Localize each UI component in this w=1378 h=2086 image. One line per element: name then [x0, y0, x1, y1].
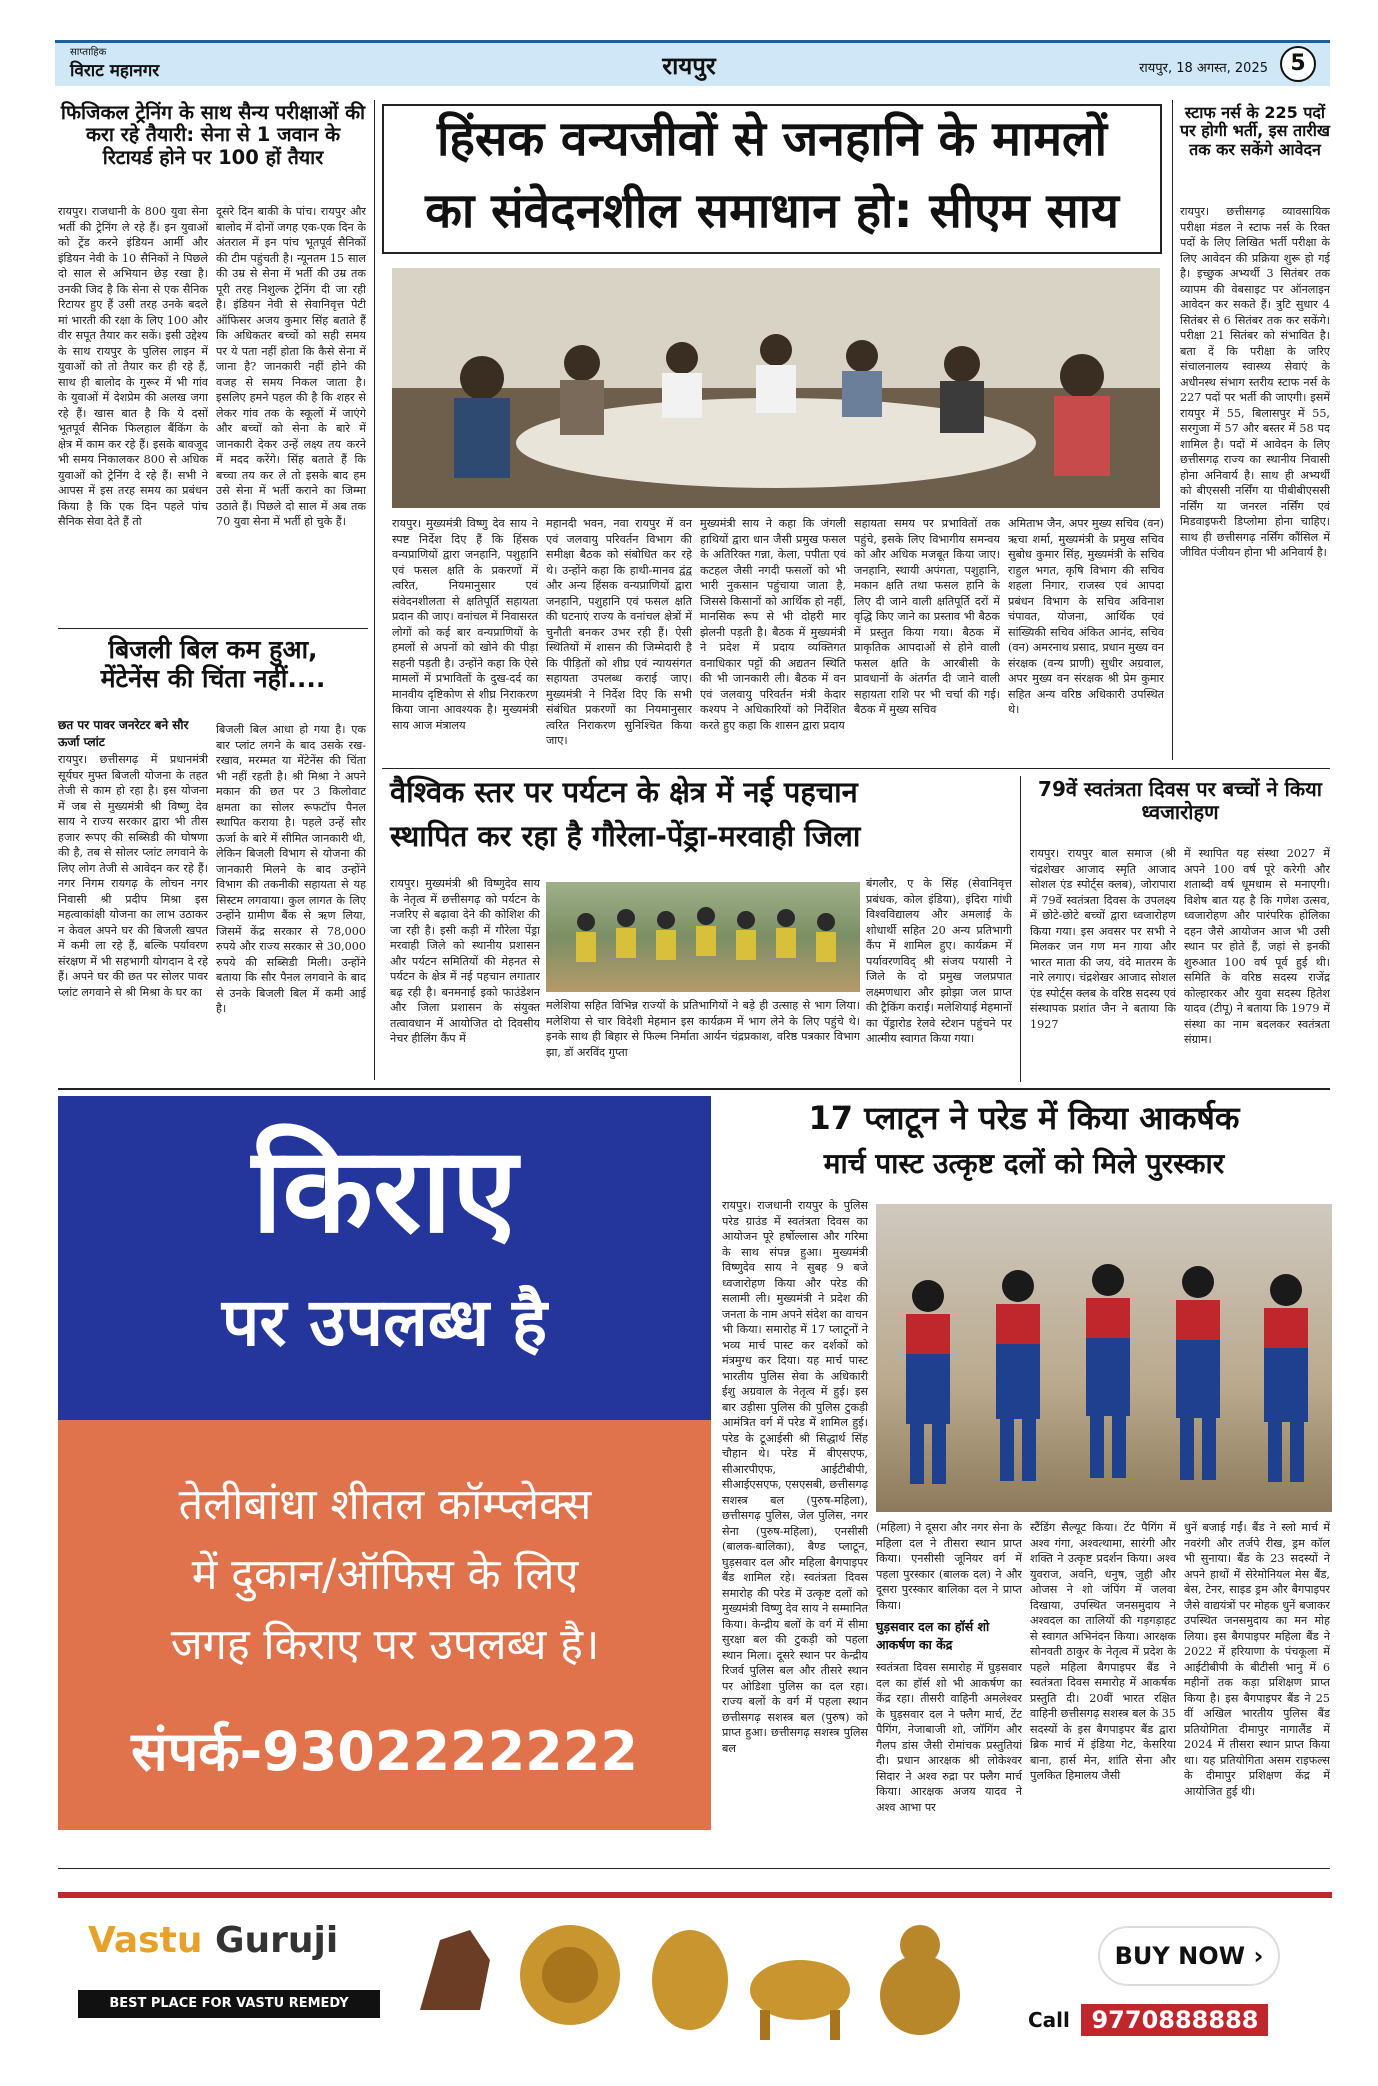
- sun-plate-icon: [520, 1925, 620, 2025]
- nurse-col: रायपुर। छत्तीसगढ़ व्यावसायिक परीक्षा मंडल ने स्टाफ नर्स के रिक्त पदों के लिए लिखित भर्ती परीक्षा के लिए आवेदन की प्रक्रिया शुरू हो गई है। इच्छुक अभ्यर्थी 3 सितंबर तक व्यापम की वेबसाइट पर ऑनलाइन आवेदन कर सकते हैं। त्रुटि सुधार 4 सितंबर से 6 सितंबर तक कर सकेंगे। परीक्षा 21 सितंबर को संभावित है। बता दें कि परीक्षा के जरिए संचालनालय स्वास्थ्य सेवाएं के अधीनस्थ संभाग स्तरीय स्टाफ नर्स के 227 पदों पर भर्ती की जाएगी। इसमें रायपुर में 55, बिलासपुर में 55, सरगुजा में 57 और बस्तर में 58 पद शामिल है। पदों में आवेदन के लिए छत्तीसगढ़ राज्य का स्थानीय निवासी होना अनिवार्य है। साथ ही अभ्यर्थी को बीएससी नर्सिंग या पीबीबीएससी नर्सिंग या जनरल नर्सिंग एवं मिडवाइफरी डिप्लोमा होना चाहिए। साथ ही छत्तीसगढ़ नर्सिंग कौंसिल में जीवित पंजीयन होना भी अनिवार्य है।: [1180, 205, 1330, 559]
- cm-meeting-photo: [392, 268, 1160, 508]
- training-col-2: दूसरे दिन बाकी के पांच। रायपुर और बालोद में दोनों जगह एक-एक दिन के अंतराल में इन पांच भूतपूर्व सैनिकों की टीम पहुंचती है। न्यूनतम 15 साल की उम्र से सेना में भर्ती की उम्र तक पूरी तरह निशुल्क ट्रेनिंग दी जा रही है। इंडियन नेवी से सेवानिवृत्त पेटी ऑफिसर अजय कुमार सिंह बताते हैं कि अधिकतर बच्चों को सही समय पर ये पता नहीं होता कि कैसे सेना में जाना है? जानकारी नहीं होने की वजह से समय निकल जाता है। इसलिए हमने पहल की है कि शहर से लेकर गांव तक के स्कूलों में जाएंगे और बच्चों को सेना के बारे में जानकारी देकर उन्हें लक्ष्य तय करने में मदद करेंगे। सिंह बताते हैं कि बच्चा तय कर ले तो इसके बाद हम उसे सेना में भर्ती कराने का जिम्मा उठाते हैं। पिछले दो साल में अब तक 70 युवा सेना में भर्ती हो चुके हैं।: [216, 205, 366, 528]
- column-rule: [1020, 776, 1021, 1082]
- buddha-idol-icon: [880, 1925, 960, 2035]
- chevron-right-icon: ›: [1253, 1942, 1264, 1970]
- cm-col-3: मुख्यमंत्री साय ने कहा कि जंगली हाथियों द्वारा धान जैसी प्रमुख फसल के अतिरिक्त गन्ना, केला, पपीता एवं कटहल जैसी नगदी फसलों को भी भारी नुकसान पहुंचाया जाता है, जिससे किसानों को आर्थिक हो नहीं, मानसिक रूप से भी दोहरी मार झेलनी पड़ती है। बैठक में मुख्यमंत्री ने प्रदेश में प्रदाय व्यक्तिगत वनाधिकार पट्टों की अद्यतन स्थिति की भी जानकारी ली। बैठक में वन एवं जलवायु परिवर्तन मंत्री केदार कश्यप ने अधिकारियों को निर्देशित करते हुए कहा कि शासन द्वारा प्रदाय: [700, 517, 846, 732]
- parade-photo: [876, 1204, 1332, 1512]
- nurse-headline: स्टाफ नर्स के 225 पदों पर होगी भर्ती, इस तारीख तक कर सकेंगे आवेदन: [1180, 103, 1331, 159]
- bijli-col-2: बिजली बिल आधा हो गया है। एक बार प्लांट लगने के बाद उसके रख-रखाव, मरम्मत या मेंटेनेंस की चिंता भी नहीं रहती है। श्री मिश्रा ने अपने मकान की छत पर 3 किलोवाट क्षमता का सोलर रूफटॉप पैनल स्थापित कराया है। पहले उन्हें सौर ऊर्जा के बारे में सीमित जानकारी थी, लेकिन बिजली विभाग से योजना की जानकारी मिलने के बाद उन्होंने विभाग की तकनीकी सहायता से यह सिस्टम लगवाया। कुल लागत के लिए उन्होंने ग्रामीण बैंक से ऋण लिया, जिसमें केंद्र सरकार से 78,000 रुपये और राज्य सरकार से 30,000 रुपये की सब्सिडी मिली। उन्होंने बताया कि सौर पैनल लगवाने के बाद से उनके बिजली बिल में कमी आई है।: [216, 723, 366, 1015]
- cm-col-2: महानदी भवन, नवा रायपुर में वन एवं जलवायु परिवर्तन विभाग की समीक्षा बैठक को संबोधित कर रहे थे। उन्होंने कहा कि हाथी-मानव द्वंद्व और अन्य हिंसक वन्यप्राणियों द्वारा जनहानि, पशुहानि एवं फसल क्षति की घटनाएं राज्य के वनांचल क्षेत्रों में चुनौती बनकर उभर रही हैं। ऐसी स्थितियों में शासन की जिम्मेदारी है कि पीड़ितों को शीघ्र एवं न्यायसंगत सहायता उपलब्ध कराई जाए। मुख्यमंत्री ने निर्देश दिए कि सभी संबंधित प्रकरणों का नियमानुसार त्वरित निराकरण सुनिश्चित किया जाए।: [546, 517, 692, 747]
- flag-headline: 79वें स्वतंत्रता दिवस पर बच्चों ने किया ध्वजारोहण: [1038, 777, 1322, 824]
- divider: [58, 628, 368, 629]
- parade-photo-art: [876, 1204, 1332, 1512]
- parade-headline-1: 17 प्लाटून ने परेड में किया आकर्षक: [808, 1099, 1240, 1137]
- column-rule: [1172, 100, 1173, 760]
- ad-rent-word: किराए: [251, 1121, 518, 1259]
- meeting-photo-art: [392, 268, 1160, 508]
- divider: [58, 1868, 1330, 1869]
- flag-col-2: में स्थापित यह संस्था 2027 में अपने 100 वर्ष पूरे करेगी और शताब्दी वर्ष धूमधाम से मनाएगी। विशेष बात यह है कि गणेश उत्सव, ध्वजारोहण और पारंपरिक होलिका दहन जैसे आयोजन आज भी उसी स्थान पर होते हैं, जहां से इनकी शुरुआत 100 वर्ष पूर्व हुई थी। समिति के वरिष्ठ सदस्य राजेंद्र कोल्हारकर और युवा सदस्य हितेश यादव (टीपू) ने बताया कि 1979 में संस्था का नाम बदलकर स्वतंत्रता संग्राम।: [1184, 847, 1330, 1046]
- tourism-group-photo: [546, 882, 860, 992]
- vastu-tagline: BEST PLACE FOR VASTU REMEDY: [78, 1990, 380, 2018]
- cm-col-5: अमिताभ जैन, अपर मुख्य सचिव (वन) ऋचा शर्मा, मुख्यमंत्री के प्रमुख सचिव सुबोध कुमार सिंह, मुख्यमंत्री के सचिव राहुल भगत, कृषि विभाग की सचिव शहला निगार, राजस्व एवं आपदा प्रबंधन विभाग के सचिव अविनाश चंपावत, योजना, आर्थिक एवं सांख्यिकी सचिव अंकित आनंद, सचिव (वन) अमरनाथ प्रसाद, प्रधान मुख्य वन संरक्षक (वन्य प्राणी) सुधीर अग्रवाल, अपर मुख्य वन संरक्षक श्री प्रेम कुमार सहित अन्य वरिष्ठ अधिकारी उपस्थित थे।: [1008, 517, 1164, 716]
- ganesh-idol-icon: [652, 1930, 728, 2030]
- parade-subhead-horse: घुड़सवार दल का हॉर्स शो आकर्षण का केंद्र: [876, 1619, 990, 1652]
- vastu-products: [400, 1900, 1100, 2050]
- horse-statue-icon: [420, 1930, 490, 2010]
- parade-col-4: धुनें बजाई गईं। बैंड ने स्लो मार्च में नवरंगी और तर्जपे रीख, ड्रम कॉल भी सुनाया। बैंड के 23 सदस्यों ने अपने हाथों में सेरेमोनियल मेस बैंड, बेस, टेनर, साइड ड्रम और बैगपाइपर जैसे वाद्ययंत्रों पर मोहक धुनें बजाकर उपस्थित जनसमुदाय का मन मोह लिया। इस बैगपाइपर महिला बैंड ने 2022 में हरियाणा के पंचकूला में आईटीबीपी के बीटीसी भानु में 6 महीनों तक कड़ा प्रशिक्षण प्राप्त किया है। इस बैगपाइपर बैंड ने 25 वीं अखिल भारतीय पुलिस बैंड प्रतियोगिता दीमापुर नागालैंड में 2024 में तीसरा स्थान प्राप्त किया था। यह प्रतियोगिता असम राइफल्स के दीमापुर प्रशिक्षण केंद्र में आयोजित हुई थी।: [1184, 1521, 1330, 1798]
- parade-col-2: (महिला) ने दूसरा और नगर सेना के महिला दल ने तीसरा स्थान प्राप्त किया। एनसीसी जूनियर वर्ग में पहला पुरस्कार (बालक दल) ने और दूसरा पुरस्कार बालिका दल ने प्राप्त किया।: [876, 1521, 1022, 1612]
- parade-col-2b: स्वतंत्रता दिवस समारोह में घुड़सवार दल का हॉर्स शो भी आकर्षण का केंद्र रहा। तीसरी वाहिनी अमलेश्वर के घुड़सवार दल ने फ्लैग मार्च, टेंट पैगिंग, नेजाबाजी शो, जॉगिंग और गैलप डांस जैसी रोमांचक प्रस्तुतियां दी। प्रधान आरक्षक श्री लोकेश्वर सिदार ने अश्व रुद्रा पर फ्लैग मार्च किया। आरक्षक अजय यादव ने अश्व आभा पर: [876, 1661, 1022, 1814]
- tourism-headline-2: स्थापित कर रहा है गौरेला-पेंड्रा-मरवाही जिला: [390, 819, 861, 853]
- tourism-col-1: रायपुर। मुख्यमंत्री श्री विष्णुदेव साय के नेतृत्व में छत्तीसगढ़ को पर्यटन के नजरिए से बढ़ावा देने की कोशिश की जा रही है। इसी कड़ी में गौरेला पेंड्रा मरवाही जिले को स्थानीय प्रशासन और पर्यटन समितियों की मेहनत से पर्यटन के क्षेत्र में नई पहचान लगातार बढ़ रही है। बनमनाई इको फाउंडेशन और जिला प्रशासन के संयुक्त तत्वावधान में आयोजित दो दिवसीय नेचर हीलिंग कैंप में: [390, 877, 540, 1045]
- cm-col-4: सहायता समय पर प्रभावितों तक पहुंचे, इसके लिए विभागीय समन्वय को और अधिक मजबूत किया जाए। जनहानि, स्थायी अपंगता, पशुहानि, मकान क्षति तथा फसल हानि के लिए दी जाने वाली क्षतिपूर्ति दरों में वृद्धि किए जाने का प्रस्ताव भी बैठक में प्रस्तुत किया गया। बैठक में प्राकृतिक आपदाओं से होने वाली फसल क्षति के आरबीसी के प्रावधानों के अंतर्गत दी जाने वाली सहायता राशि पर भी चर्चा की गई। बैठक में मुख्य सचिव: [854, 517, 1000, 716]
- cm-headline-2: का संवेदनशील समाधान हो: सीएम साय: [425, 183, 1119, 239]
- parade-headline-2: मार्च पास्ट उत्कृष्ट दलों को मिले पुरस्कार: [823, 1147, 1225, 1180]
- bijli-col-1: रायपुर। छत्तीसगढ़ में प्रधानमंत्री सूर्यघर मुफ्त बिजली योजना के तहत तेजी से काम हो रहा है। इस योजना में जब से मुख्यमंत्री श्री विष्णु देव साय ने राज्य सरकार द्वारा भी तीस हजार रूपए की सब्सिडी की घोषणा की है, तब से सोलर प्लांट लगवाने के लिए लोग तेजी से आवेदन कर रहे हैं। नगर निगम रायगढ़ के लोचन नगर निवासी श्री प्रदीप मिश्रा इस महत्वाकांक्षी योजना का लाभ उठाकर न केवल अपने घर की बिजली खपत में कमी ला रहे हैं, बल्कि पर्यावरण संरक्षण में भी सहभागी योगदान दे रहे हैं। अपने घर की छत पर सोलर पावर प्लांट लगवाने से श्री मिश्रा के घर का: [58, 753, 208, 999]
- ad-rent-line2: पर उपलब्ध है: [221, 1284, 548, 1361]
- tourism-col-3: बंगलौर, ए के सिंह (सेवानिवृत्त प्रबंधक, कोल इंडिया), इंदिरा गांधी विश्वविद्यालय और अमलाई के शोधार्थी सहित 20 अन्य प्रतिभागी कैंप में शामिल हुए। कार्यक्रम में पर्यावरणविद् श्री संजय पयासी ने जिले के दो प्रमुख जलप्रपात लक्ष्मणधारा और झोझा जल प्राप्त की ट्रैकिंग कराई। मलेशियाई मेहमानों का पेंड्रारोड रेलवे स्टेशन पहुंचने पर आत्मीय स्वागत किया गया।: [866, 877, 1012, 1045]
- page-number: 5: [1280, 46, 1316, 82]
- ad-rent-phone: संपर्क-9302222222: [131, 1720, 638, 1783]
- tourism-headline-1: वैश्विक स्तर पर पर्यटन के क्षेत्र में नई पहचान: [390, 775, 858, 809]
- elephant-statue-icon: [750, 1960, 850, 2040]
- bijli-headline: बिजली बिल कम हुआ, मेंटेनेंस की चिंता नहीं....: [100, 635, 326, 693]
- tourism-col-2: मलेशिया सहित विभिन्न राज्यों के प्रतिभागियों ने बड़े ही उत्साह से भाग लिया। मलेशिया से चार विदेशी मेहमान इस कार्यक्रम में भाग लेने के लिए पहुंचे थे। इनके साथ ही बिहार से फिल्म निर्माता आर्यन चंद्रप्रकाश, वरिष्ठ पत्रकार विभाग झा, डॉ अरविंद गुप्ता: [546, 999, 860, 1059]
- section-city: रायपुर: [662, 52, 716, 80]
- vastu-brand: Vastu Guruji: [88, 1920, 339, 1961]
- ad-rent-text: तेलीबांधा शीतल कॉम्प्लेक्स में दुकान/ऑफिस के लिए जगह किराए पर उपलब्ध है।: [170, 1480, 600, 1670]
- training-col-1: रायपुर। राजधानी के 800 युवा सेना भर्ती की ट्रेनिंग ले रहे हैं। इन युवाओं को ट्रेंड करने इंडियन आर्मी और इंडियन नेवी के 10 सैनिकों ने पिछले दो साल से अभियान छेड़ रखा है। उनकी जिद है कि सेना से एक सैनिक रिटायर हुए हैं उसी तरह उनके बदले मां भारती की रक्षा के लिए 100 और वीर सपूत तैयार कर सकें। इसी उद्देश्य के साथ रायपुर के पुलिस लाइन में युवाओं को तो तैयार कर ही रहे हैं, साथ ही बालोद के गुरूर में भी गांव के युवाओं में देशप्रेम की अलख जगा रहे हैं। खास बात है कि ये दसों भूतपूर्व सैनिक फिलहाल बैंकिंग के क्षेत्र में काम कर रहे हैं। इसके बावजूद भी समय निकालकर 800 से अधिक युवाओं को ट्रेनिंग दे रहे हैं। सभी ने आपस में इस तरह समय का प्रबंधन किया है कि एक दिन पहले पांच सैनिक सेवा देते हैं तो: [58, 205, 208, 528]
- vastu-buy-now-button[interactable]: BUY NOW ›: [1098, 1926, 1280, 1986]
- group-photo-art: [546, 882, 860, 992]
- paper-name: साप्ताहिक विराट महानगर: [70, 47, 160, 81]
- cm-col-1: रायपुर। मुख्यमंत्री विष्णु देव साय ने स्पष्ट निर्देश दिए हैं कि हिंसक वन्यप्राणियों द्वारा जनहानि, पशुहानि एवं फसल क्षति के प्रकरणों में त्वरित, नियमानुसार एवं संवेदनशीलता से क्षतिपूर्ति सहायता प्रदान की जाए। वनांचल में निवासरत लोगों को कई बार वन्यप्राणियों के हमलों से अपनों को खोने की पीड़ा सहनी पड़ती है। उन्होंने कहा कि ऐसे मामलों में प्रभावितों के दुख-दर्द का मानवीय दृष्टिकोण से शीघ्र निराकरण किया जाना आवश्यक है। मुख्यमंत्री साय आज मंत्रालय: [392, 517, 538, 732]
- training-headline: फिजिकल ट्रेनिंग के साथ सैन्य परीक्षाओं की करा रहे तैयारी: सेना से 1 जवान के रिटायर्ड होने पर 100 हों तैयार: [60, 101, 366, 169]
- divider: [382, 768, 1330, 769]
- bijli-subhead: छत पर पावर जनरेटर बने सौर ऊर्जा प्लांट: [58, 718, 189, 749]
- flag-col-1: रायपुर। रायपुर बाल समाज (श्री चंद्रशेखर आजाद स्मृति आजाद सोशल एंड स्पोर्ट्स क्लब), जोरापारा में 79वें स्वतंत्रता दिवस के उपलक्ष्य में छोटे-छोटे बच्चों द्वारा ध्वजारोहण किया गया। इस अवसर पर सभी ने मिलकर जन गण मन गाया और भारत माता की जय, वंदे मातरम के नारे लगाए। चंद्रशेखर आजाद सोशल एंड स्पोर्ट्स क्लब के वरिष्ठ सदस्य एवं संस्थापक प्रशांत जैन ने बताया कि 1927: [1030, 847, 1176, 1031]
- column-rule: [374, 100, 375, 1080]
- parade-col-1: रायपुर। राजधानी रायपुर के पुलिस परेड ग्राउंड में स्वतंत्रता दिवस का आयोजन पूरे हर्षोल्लास और गरिमा के साथ संपन्न हुआ। मुख्यमंत्री विष्णुदेव साय ने सुबह 9 बजे ध्वजारोहण किया और परेड की सलामी ली। मुख्यमंत्री ने प्रदेश की जनता के नाम अपने संदेश का वाचन भी किया। समारोह में 17 प्लाटूनों ने भव्य मार्च पास्ट कर दर्शकों को मंत्रमुग्ध कर दिया। यह मार्च पास्ट भारतीय पुलिस सेवा के अधिकारी ईशु अग्रवाल के नेतृत्व में हुई। इस बार उड़ीसा पुलिस की पुलिस टुकड़ी आमंत्रित वर्ग में परेड में शामिल हुई। परेड के टूआईसी श्री सिद्धार्थ सिंह चौहान थे। परेड में बीएसएफ, सीआरपीएफ, आईटीबीपी, सीआईएसएफ, एसएसबी, छत्तीसगढ़ सशस्त्र बल (पुरुष-महिला), छत्तीसगढ़ पुलिस, जेल पुलिस, नगर सेना (पुरुष-महिला), एनसीसी (बालक-बालिका), बैण्ड प्लाटून, घुड़सवार दल और महिला बैगपाइपर बैंड शामिल रहे। स्वतंत्रता दिवस समारोह की परेड में उत्कृष्ट दलों को मुख्यमंत्री विष्णु देव साय ने सम्मानित किया। केन्द्रीय बलों के वर्ग में सीमा सुरक्षा बल की टुकड़ी को पहला स्थान मिला। दूसरे स्थान पर केन्द्रीय रिजर्व पुलिस बल और तीसरे स्थान पर ओडिशा पुलिस का दल रहा। राज्य बलों के वर्ग में पहला स्थान छत्तीसगढ़ सशस्त्र बल (पुरुष) को प्राप्त हुआ। छत्तीसगढ़ सशस्त्र पुलिस बल: [722, 1199, 868, 1755]
- cm-headline-1: हिंसक वन्यजीवों से जनहानि के मामलों: [436, 111, 1108, 167]
- parade-col-3: स्टैंडिंग सैल्यूट किया। टेंट पैगिंग में अश्व गंगा, अश्वत्थामा, सारंगी और शक्ति ने उत्कृष्ट प्रदर्शन किया। अश्व युवराज, अवनि, धनुष, जुही और ओजस ने शो जंपिंग में जलवा दिखाया, उपस्थित जनसमुदाय ने अश्वदल का तालियों की गड़गड़ाहट से स्वागत अभिनंदन किया। आरक्षक सोनवती ठाकुर के नेतृत्व में प्रदेश के पहले महिला बैगपाइपर बैंड ने स्वतंत्रता दिवस समारोह में आकर्षक प्रस्तुति दी। 20वीं भारत रक्षित वाहिनी छत्तीसगढ़ सशस्त्र बल के 35 सदस्यों के इस बैगपाइपर बैंड द्वारा ब्रिक मार्च में इंडिया गेट, केसरिया बाना, हार्स मेन, शांति सेना और पुलकित हिमालय जैसी: [1030, 1521, 1176, 1782]
- divider: [58, 1088, 1330, 1090]
- vastu-call: Call 9770888888: [1028, 2004, 1268, 2036]
- issue-date: रायपुर, 18 अगस्त, 2025: [1139, 61, 1268, 76]
